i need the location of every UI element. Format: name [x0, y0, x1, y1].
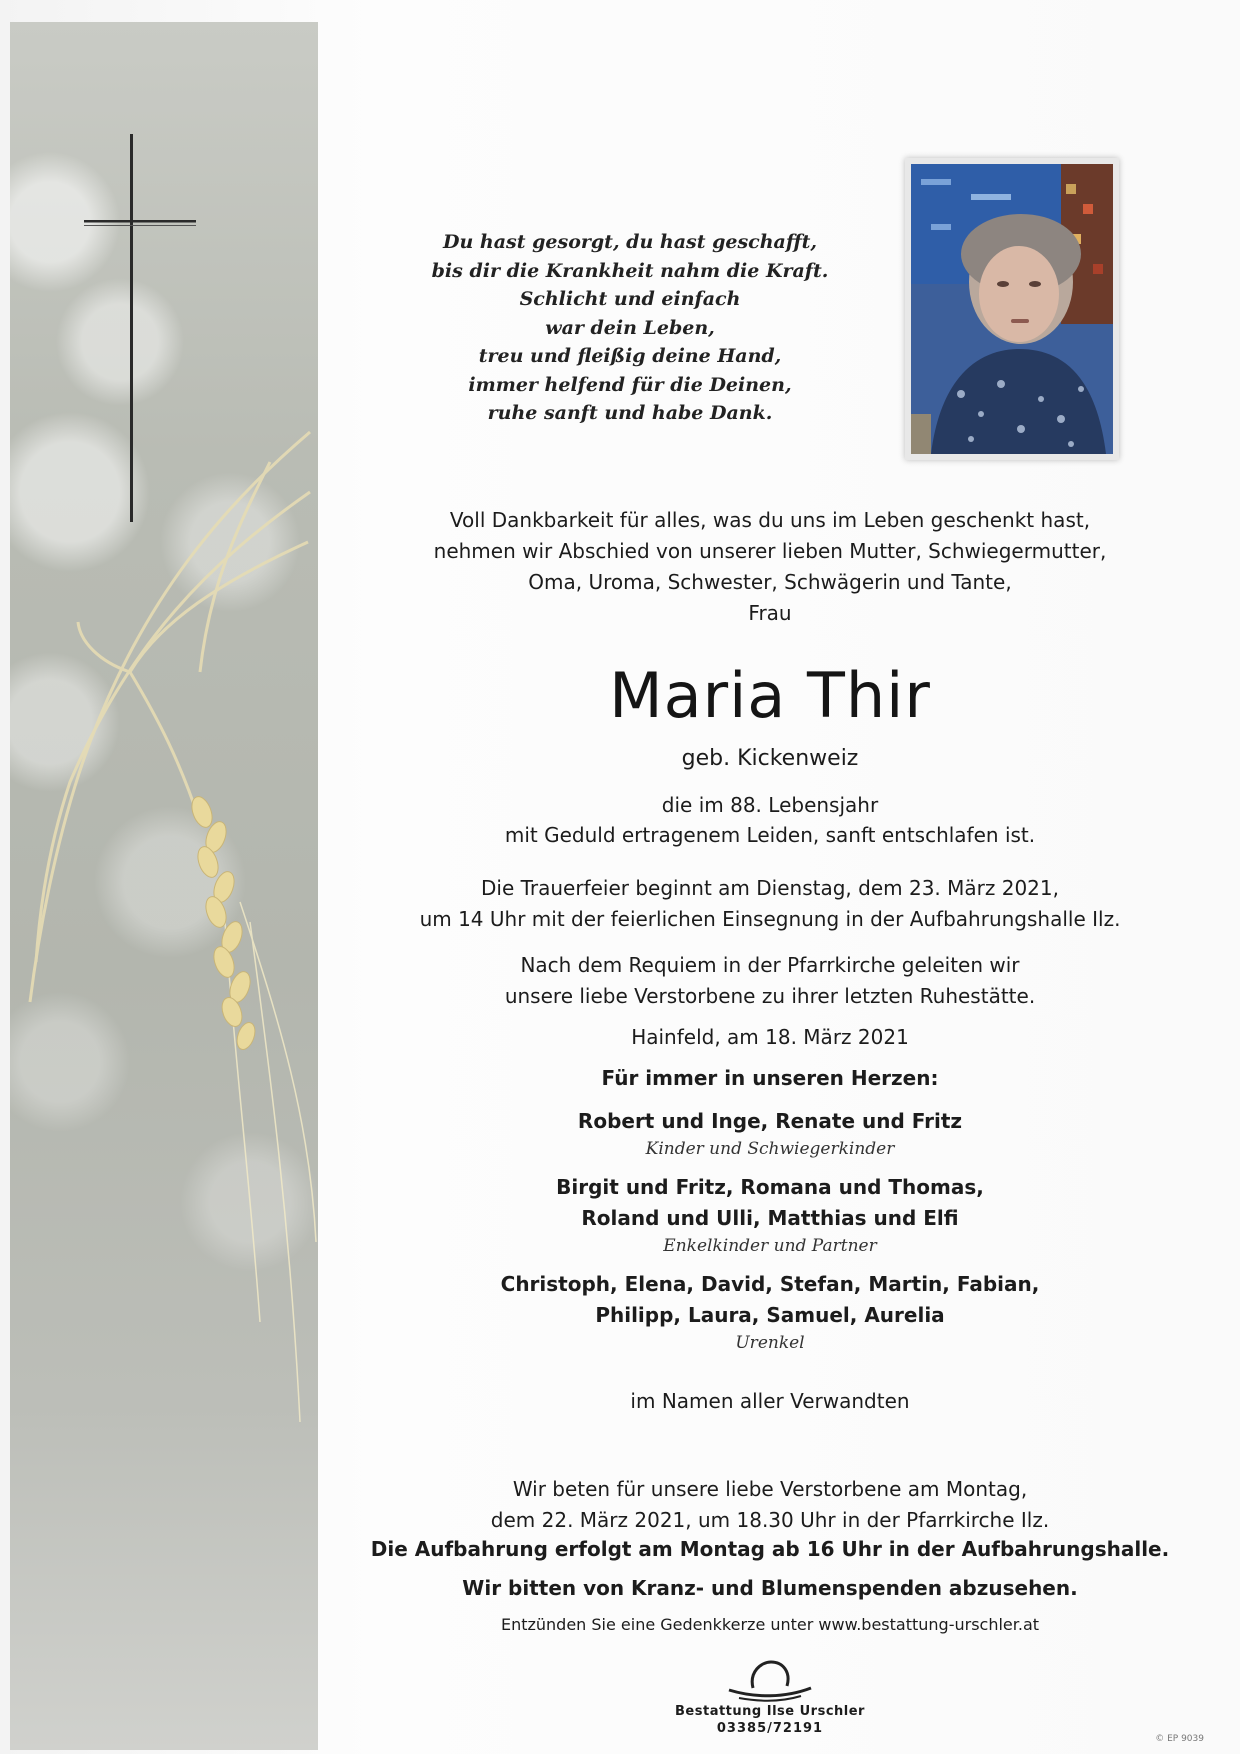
- ceremony-line: um 14 Uhr mit der feierlichen Einsegnung in der Aufbahrungshalle Ilz.: [419, 907, 1121, 931]
- forever-heading: Für immer in unseren Herzen:: [601, 1066, 939, 1090]
- company-name: Bestattung Ilse Urschler: [675, 1704, 865, 1719]
- age-line: die im 88. Lebensjahr: [661, 793, 879, 817]
- poem: [370, 228, 890, 428]
- cross-icon: [84, 134, 196, 522]
- family-group: [330, 1269, 1210, 1356]
- requiem-text: [330, 950, 1210, 1012]
- family-group: [330, 1172, 1210, 1259]
- portrait-image: [911, 164, 1113, 454]
- poem-line: war dein Leben,: [545, 316, 715, 339]
- family-role: Enkelkinder und Partner: [663, 1236, 877, 1256]
- poem-line: treu und fleißig deine Hand,: [478, 345, 782, 367]
- poem-line: Schlicht und einfach: [519, 288, 741, 310]
- intro-line: Oma, Uroma, Schwester, Schwägerin und Tante,: [528, 570, 1012, 594]
- flowers-notice: Wir bitten von Kranz- und Blumenspenden abzusehen.: [462, 1576, 1078, 1600]
- rosary-text: [330, 1474, 1210, 1536]
- place-date: Hainfeld, am 18. März 2021: [631, 1025, 909, 1049]
- intro-line: Frau: [748, 601, 792, 625]
- family-names: Roland und Ulli, Matthias und Elfi: [581, 1206, 959, 1230]
- family-role: Urenkel: [735, 1333, 805, 1353]
- wheat-ear-icon: [10, 22, 318, 1750]
- wake-notice: Die Aufbahrung erfolgt am Montag ab 16 Uhr in der Aufbahrungshalle.: [370, 1537, 1170, 1561]
- family-role: Kinder und Schwiegerkinder: [645, 1139, 895, 1159]
- relatives-text: im Namen aller Verwandten: [630, 1389, 910, 1413]
- company-logo-icon: [725, 1658, 815, 1702]
- notice-content: [330, 0, 1210, 1754]
- family-names: Birgit und Fritz, Romana und Thomas,: [556, 1175, 984, 1199]
- rosary-line: dem 22. März 2021, um 18.30 Uhr in der Pfarrkirche Ilz.: [490, 1508, 1050, 1532]
- poem-line: Du hast gesorgt, du hast geschafft,: [443, 231, 817, 253]
- portrait-photo: [905, 158, 1119, 460]
- deceased-name: Maria Thir: [609, 659, 931, 732]
- print-code: © EP 9039: [1155, 1734, 1204, 1744]
- poem-line: bis dir die Krankheit nahm die Kraft.: [431, 259, 829, 282]
- family-list: [330, 1106, 1210, 1366]
- family-names: Robert und Inge, Renate und Fritz: [577, 1109, 963, 1133]
- requiem-line: unsere liebe Verstorbene zu ihrer letzten Ruhestätte.: [504, 984, 1036, 1008]
- requiem-line: Nach dem Requiem in der Pfarrkirche geleiten wir: [520, 953, 1020, 977]
- rosary-line: Wir beten für unsere liebe Verstorbene am Montag,: [512, 1477, 1028, 1501]
- company-phone: 03385/72191: [716, 1721, 824, 1736]
- poem-line: ruhe sanft und habe Dank.: [487, 402, 773, 424]
- poem-line: immer helfend für die Deinen,: [468, 373, 792, 396]
- intro-line: Voll Dankbarkeit für alles, was du uns im Leben geschenkt hast,: [449, 508, 1091, 532]
- age-text: [330, 790, 1210, 850]
- age-line: mit Geduld ertragenem Leiden, sanft entschlafen ist.: [504, 823, 1036, 847]
- family-names: Philipp, Laura, Samuel, Aurelia: [595, 1303, 945, 1327]
- intro-text: [330, 505, 1210, 629]
- ceremony-line: Die Trauerfeier beginnt am Dienstag, dem 23. März 2021,: [481, 876, 1059, 900]
- candle-notice: Entzünden Sie eine Gedenkkerze unter www.bestattung-urschler.at: [500, 1615, 1040, 1634]
- ceremony-text: [330, 873, 1210, 935]
- family-names: Christoph, Elena, David, Stefan, Martin, Fabian,: [500, 1272, 1040, 1296]
- decorative-side-panel: [10, 22, 318, 1750]
- family-group: [330, 1106, 1210, 1162]
- intro-line: nehmen wir Abschied von unserer lieben Mutter, Schwiegermutter,: [433, 539, 1107, 563]
- maiden-name: geb. Kickenweiz: [681, 746, 859, 771]
